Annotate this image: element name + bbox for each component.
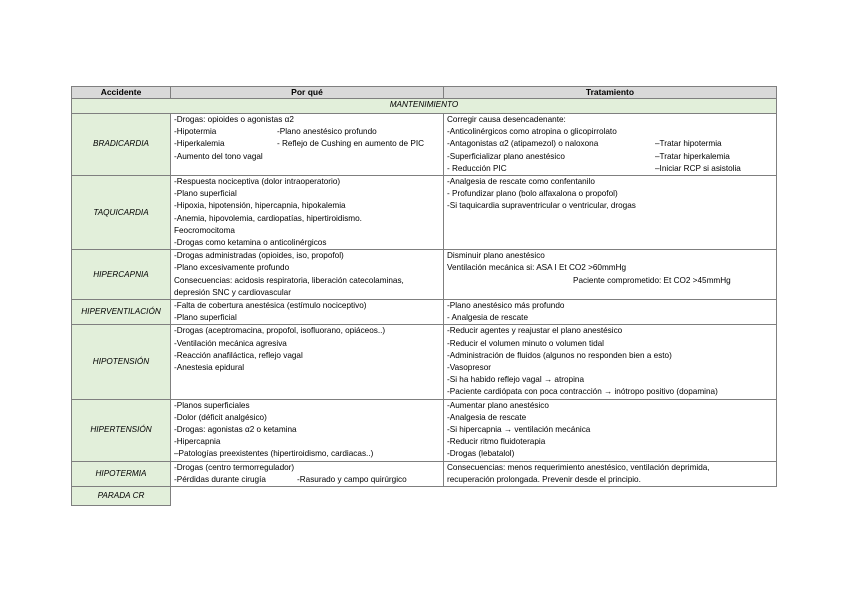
- cause-line: -Falta de cobertura anestésica (estímulo nociceptivo): [174, 301, 367, 311]
- treatment-line: Corregir causa desencadenante:: [447, 115, 566, 124]
- treatment-cell: [444, 399, 777, 461]
- cause-line: -Planos superficiales: [174, 400, 250, 410]
- accident-name: HIPERVENTILACIÓN: [72, 300, 171, 325]
- treatment-line: -Reducir ritmo fluidoterapia: [447, 437, 546, 447]
- accident-name: HIPOTERMIA: [72, 461, 171, 486]
- cause-cell: [171, 300, 444, 325]
- cause-line: -Drogas: agonistas α2 o ketamina: [174, 425, 297, 435]
- treatment-line: -Analgesia de rescate: [447, 412, 527, 422]
- cause-line: -Drogas (centro termorregulador): [174, 462, 295, 472]
- cause-cell: [171, 399, 444, 461]
- treatment-cell: [444, 176, 777, 250]
- treatment-line: - Reducción PIC: [447, 163, 507, 173]
- cause-line-pair: [174, 138, 440, 150]
- cause-line: -Rasurado y campo quirúrgico: [297, 474, 407, 484]
- cause-line: -Respuesta nociceptiva (dolor intraoperatorio): [174, 177, 341, 187]
- treatment-line: -Paciente cardiópata con poca contracción → inótropo positivo (dopamina): [447, 387, 718, 397]
- cause-line: -Anemia, hipovolemia, cardiopatías, hipertiroidismo.: [174, 213, 362, 223]
- empty-cell: [444, 487, 777, 506]
- treatment-line: -Si taquicardia supraventricular o ventricular, drogas: [447, 201, 636, 211]
- header-tratamiento: Tratamiento: [444, 87, 777, 99]
- cause-line: -Hipotermia: [174, 127, 217, 137]
- table-row: [72, 325, 777, 399]
- treatment-line: -Plano anestésico más profundo: [447, 301, 565, 311]
- anesthesia-accidents-table: [71, 86, 777, 506]
- treatment-cell: [444, 300, 777, 325]
- cause-line: -Drogas como ketamina o anticolinérgicos: [174, 238, 327, 248]
- accident-name: HIPERTENSIÓN: [72, 399, 171, 461]
- table-row: [72, 300, 777, 325]
- cause-line: -Anestesia epidural: [174, 363, 245, 373]
- cause-line: -Plano excesivamente profundo: [174, 263, 290, 273]
- cause-line: -Drogas (aceptromacina, propofol, isofluorano, opiáceos..): [174, 326, 386, 336]
- treatment-line-pair: [447, 151, 773, 163]
- treatment-cell: [444, 250, 777, 300]
- treatment-line: Ventilación mecánica si: ASA I Et CO2 >60mmHg: [447, 263, 627, 273]
- cause-line: - Reflejo de Cushing en aumento de PIC: [277, 139, 425, 149]
- treatment-line: -Aumentar plano anestésico: [447, 400, 549, 410]
- cause-line: -Hiperkalemia: [174, 139, 225, 149]
- cause-line: -Aumento del tono vagal: [174, 151, 263, 161]
- treatment-line-pair: [447, 163, 773, 175]
- treatment-line-pair: [447, 138, 773, 150]
- cause-line: -Pérdidas durante cirugía: [174, 474, 266, 484]
- cause-cell: [171, 325, 444, 399]
- treatment-line: Paciente comprometido: Et CO2 >45mmHg: [573, 275, 731, 285]
- cause-cell: [171, 250, 444, 300]
- accident-name: PARADA CR: [72, 487, 171, 506]
- cause-line: -Plano superficial: [174, 313, 237, 323]
- cause-line: -Reacción anafiláctica, reflejo vagal: [174, 350, 303, 360]
- accident-name: HIPERCAPNIA: [72, 250, 171, 300]
- header-por-que: Por qué: [171, 87, 444, 99]
- cause-line: Feocromocitoma: [174, 225, 235, 235]
- cause-line: -Drogas administradas (opioides, iso, propofol): [174, 251, 344, 261]
- cause-line: -Hipercapnia: [174, 437, 221, 447]
- treatment-line: –Tratar hiperkalemia: [655, 151, 730, 161]
- table-row: [72, 176, 777, 250]
- treatment-line: -Si ha habido reflejo vagal → atropina: [447, 375, 584, 385]
- treatment-line: -Anticolinérgicos como atropina o glicopirrolato: [447, 127, 617, 137]
- treatment-line: Disminuir plano anestésico: [447, 251, 545, 261]
- treatment-line: –Iniciar RCP si asistolia: [655, 163, 741, 173]
- treatment-line: - Analgesia de rescate: [447, 313, 529, 323]
- treatment-cell: [444, 461, 777, 486]
- treatment-line: -Administración de fluidos (algunos no responden bien a esto): [447, 350, 672, 360]
- table-row: [72, 461, 777, 486]
- empty-cell: [171, 487, 444, 506]
- cause-line-pair: [174, 474, 440, 486]
- cause-line: -Drogas: opioides o agonistas α2: [174, 115, 294, 124]
- cause-line: -Plano superficial: [174, 189, 237, 199]
- header-accidente: Accidente: [72, 87, 171, 99]
- cause-line: -Hipoxia, hipotensión, hipercapnia, hipokalemia: [174, 201, 346, 211]
- cause-cell: [171, 176, 444, 250]
- treatment-line: -Drogas (lebatalol): [447, 449, 515, 459]
- accident-name: HIPOTENSIÓN: [72, 325, 171, 399]
- cause-line: -Dolor (déficit analgésico): [174, 412, 267, 422]
- treatment-line: - Profundizar plano (bolo alfaxalona o propofol): [447, 189, 618, 199]
- table-row: [72, 399, 777, 461]
- treatment-line: -Si hipercapnia → ventilación mecánica: [447, 425, 591, 435]
- section-title: MANTENIMIENTO: [72, 99, 777, 114]
- treatment-line: -Reducir agentes y reajustar el plano anestésico: [447, 326, 623, 336]
- cause-line: -Ventilación mecánica agresiva: [174, 338, 287, 348]
- cause-line: -Plano anestésico profundo: [277, 127, 377, 137]
- table-row: [72, 487, 777, 506]
- cause-line: Consecuencias: acidosis respiratoria, liberación catecolaminas,: [174, 275, 404, 285]
- cause-cell: [171, 461, 444, 486]
- accident-name: BRADICARDIA: [72, 114, 171, 176]
- treatment-line: -Vasopresor: [447, 363, 491, 373]
- accident-name: TAQUICARDIA: [72, 176, 171, 250]
- table-row: [72, 114, 777, 176]
- section-row: [72, 99, 777, 114]
- treatment-cell: [444, 325, 777, 399]
- treatment-line: -Reducir el volumen minuto o volumen tidal: [447, 338, 605, 348]
- treatment-line: Consecuencias: menos requerimiento anestésico, ventilación deprimida,: [447, 462, 710, 472]
- table-row: [72, 250, 777, 300]
- treatment-line: –Tratar hipotermia: [655, 139, 722, 149]
- cause-cell: [171, 114, 444, 176]
- cause-line: depresión SNC y cardiovascular: [174, 287, 291, 297]
- header-row: [72, 87, 777, 99]
- treatment-line: -Analgesia de rescate como confentanilo: [447, 177, 595, 187]
- treatment-line: -Antagonistas α2 (atipamezol) o naloxona: [447, 139, 599, 149]
- treatment-cell: [444, 114, 777, 176]
- cause-line: –Patologías preexistentes (hipertiroidismo, cardiacas..): [174, 449, 374, 459]
- cause-line-pair: [174, 126, 440, 138]
- treatment-line: recuperación prolongada. Prevenir desde el principio.: [447, 474, 641, 484]
- treatment-line: -Superficializar plano anestésico: [447, 151, 565, 161]
